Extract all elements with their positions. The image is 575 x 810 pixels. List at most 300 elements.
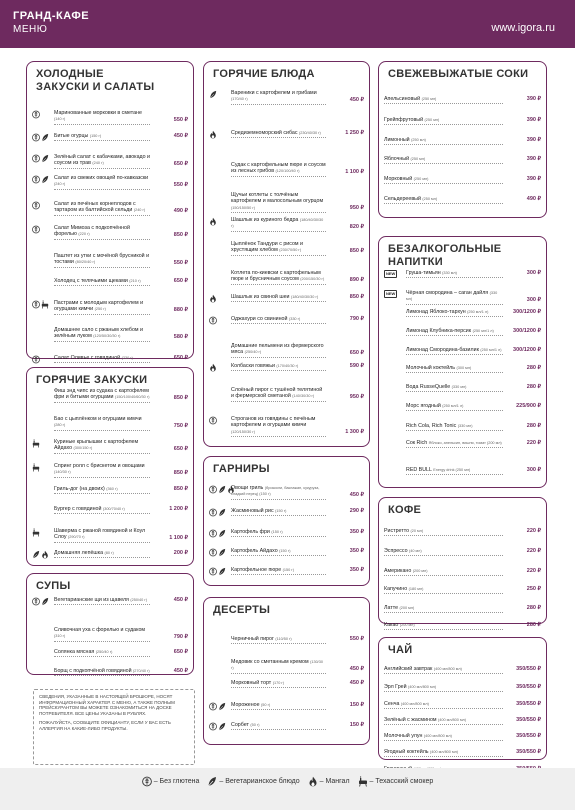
item-size: (120/50/30/30 г) bbox=[93, 334, 121, 339]
item-price: 150 ₽ bbox=[349, 722, 364, 728]
section-title: КОФЕ bbox=[388, 504, 422, 516]
legend-label: – Без глютена bbox=[153, 778, 200, 785]
leader-dots bbox=[406, 277, 503, 278]
legend-item bbox=[142, 776, 200, 787]
item-icons bbox=[209, 217, 229, 226]
item-size: (250 мл/1 л) bbox=[442, 404, 464, 408]
item-icons bbox=[209, 702, 229, 711]
item-name bbox=[54, 388, 150, 401]
section-title: СУПЫ bbox=[36, 580, 71, 592]
leader-dots bbox=[406, 430, 503, 431]
item-price: 300/1200 ₽ bbox=[513, 309, 541, 315]
item-name-text: Картофельное пюре bbox=[231, 567, 283, 573]
item-name bbox=[406, 467, 503, 473]
item-icons bbox=[32, 201, 52, 210]
item-name-text: Строганов из говядины с печёным картофелем и огурцами кимчи bbox=[231, 416, 316, 429]
leader-dots bbox=[54, 542, 150, 543]
leader-dots bbox=[384, 535, 503, 536]
item-icons bbox=[209, 485, 229, 494]
brand-subtitle: МЕНЮ bbox=[13, 24, 48, 35]
leader-dots bbox=[406, 304, 503, 305]
item-size: Energy drink (250 мл) bbox=[433, 468, 471, 472]
item-price: 300/1200 ₽ bbox=[513, 328, 541, 334]
item-size: (250/40 г) bbox=[130, 598, 147, 602]
item-size: (80 г) bbox=[104, 551, 114, 555]
section-title: ГОРЯЧИЕ БЛЮДА bbox=[213, 68, 315, 80]
leader-dots bbox=[406, 372, 503, 373]
item-size: (50 г) bbox=[261, 703, 271, 707]
leader-dots bbox=[231, 436, 326, 437]
item-price: 225/900 ₽ bbox=[516, 403, 541, 409]
item-name bbox=[406, 270, 503, 276]
item-name bbox=[54, 486, 150, 492]
item-name-text: Вегетарианские щи из щавеля bbox=[54, 597, 131, 603]
item-size: (400 мл/800 мл) bbox=[438, 718, 467, 722]
header bbox=[0, 0, 575, 48]
item-name-text: Котлета по-киевски с картофельным пюре и брусничным соусом bbox=[231, 270, 321, 283]
leader-dots bbox=[406, 410, 503, 411]
item-name bbox=[54, 278, 150, 284]
item-name bbox=[54, 506, 150, 512]
item-name bbox=[231, 294, 326, 300]
item-size: (150 г) bbox=[282, 568, 294, 572]
item-price: 450 ₽ bbox=[349, 666, 364, 672]
gluten-free-icon bbox=[32, 201, 40, 210]
item-name bbox=[384, 586, 503, 592]
item-size: (200 мл) bbox=[412, 569, 428, 573]
item-price: 650 ₽ bbox=[173, 278, 188, 284]
item-size: (230 г) bbox=[121, 356, 133, 360]
legend-label: – Техасский смокер bbox=[369, 778, 434, 785]
legend-label: – Мангал bbox=[319, 778, 350, 785]
item-price: 850 ₽ bbox=[173, 470, 188, 476]
item-name-text: Лимонный bbox=[384, 137, 412, 143]
item-size: (300 мл) bbox=[456, 366, 472, 370]
item-icons bbox=[209, 722, 229, 731]
item-price: 220 ₽ bbox=[526, 568, 541, 574]
grill-icon bbox=[308, 776, 318, 787]
leader-dots bbox=[54, 513, 150, 514]
leader-dots bbox=[384, 555, 503, 556]
item-name-text: Медовик со сметанным кремом bbox=[231, 659, 311, 665]
item-name-text: Овощи гриль bbox=[231, 485, 265, 491]
item-name bbox=[384, 137, 503, 143]
item-name-text: Холодец с телячьими щеками bbox=[54, 278, 130, 284]
item-name bbox=[384, 749, 503, 755]
item-price: 150 ₽ bbox=[349, 702, 364, 708]
item-name-text: Шашлык из свиной шеи bbox=[231, 294, 291, 300]
leader-dots bbox=[406, 474, 503, 475]
item-size: (210 г) bbox=[129, 279, 141, 283]
item-icons bbox=[32, 225, 52, 234]
section-hot-dishes bbox=[203, 61, 370, 447]
item-price: 1 300 ₽ bbox=[345, 429, 364, 435]
item-size: (250 мл) bbox=[421, 97, 437, 101]
item-name-text: Какао bbox=[384, 622, 400, 628]
item-size: (120/100/40 г) bbox=[275, 169, 300, 174]
section-soft-drinks bbox=[378, 236, 547, 488]
item-name bbox=[231, 270, 326, 283]
item-size: (150 г) bbox=[275, 509, 287, 513]
item-name bbox=[384, 733, 503, 739]
item-price: 850 ₽ bbox=[349, 248, 364, 254]
grill-icon bbox=[209, 294, 217, 303]
item-price: 650 ₽ bbox=[173, 446, 188, 452]
item-name-text: Спринг ролл с брискетом и овощами bbox=[54, 463, 145, 469]
leaf-icon bbox=[41, 175, 49, 184]
grill-icon bbox=[41, 550, 49, 559]
item-price: 590 ₽ bbox=[349, 363, 364, 369]
item-price: 300 ₽ bbox=[526, 270, 541, 276]
item-icons bbox=[209, 90, 229, 99]
item-size: (330 мл) bbox=[442, 271, 457, 275]
item-price: 280 ₽ bbox=[526, 423, 541, 429]
leader-dots bbox=[54, 453, 150, 454]
smoker-icon bbox=[32, 463, 40, 472]
item-name-text: Картофель Айдахо bbox=[231, 548, 280, 554]
item-name bbox=[54, 355, 150, 361]
item-size: (20 мл) bbox=[410, 529, 424, 533]
leader-dots bbox=[384, 724, 503, 725]
item-price: 850 ₽ bbox=[349, 294, 364, 300]
item-size: (360 г) bbox=[106, 487, 118, 491]
item-name bbox=[231, 680, 326, 686]
item-name bbox=[406, 290, 503, 303]
item-size: (50 г) bbox=[250, 723, 260, 727]
item-size: (230/70/50 г) bbox=[279, 248, 302, 253]
item-price: 1 200 ₽ bbox=[169, 506, 188, 512]
leader-dots bbox=[384, 691, 503, 692]
item-icons bbox=[209, 294, 229, 303]
item-size: (400 мл/800 мл) bbox=[408, 685, 437, 689]
item-price: 490 ₽ bbox=[173, 208, 188, 214]
leader-dots bbox=[54, 168, 150, 169]
item-name-text: Морковный торт bbox=[231, 680, 273, 686]
leaf-icon bbox=[32, 550, 40, 559]
item-name-text: Жасминовый рис bbox=[231, 508, 276, 514]
item-icons bbox=[32, 439, 52, 448]
item-price: 390 ₽ bbox=[526, 176, 541, 182]
item-name-text: Гриль-дог (на двоих) bbox=[54, 486, 107, 492]
leader-dots bbox=[231, 555, 326, 556]
item-price: 850 ₽ bbox=[173, 232, 188, 238]
item-price: 880 ₽ bbox=[173, 307, 188, 313]
item-name-text: Салат Оливье с говядиной bbox=[54, 355, 122, 361]
item-name-text: Мороженое bbox=[231, 702, 262, 708]
item-name-text: Эспрессо bbox=[384, 548, 409, 554]
item-name-text: Сливочная уха с форелью и судаком bbox=[54, 627, 146, 633]
item-size: (280 г) bbox=[54, 423, 66, 428]
item-size: (150/100/40/60/30 г) bbox=[114, 395, 150, 400]
item-price: 950 ₽ bbox=[349, 394, 364, 400]
item-name bbox=[406, 328, 503, 334]
item-name bbox=[231, 636, 326, 642]
item-name-text: Апельсиновый bbox=[384, 96, 422, 102]
section-cold-snacks bbox=[26, 61, 194, 359]
item-size: (250 мл) bbox=[410, 157, 426, 161]
item-price: 390 ₽ bbox=[526, 137, 541, 143]
gluten-free-icon bbox=[209, 508, 217, 517]
item-name bbox=[54, 416, 150, 429]
item-name-text: Паштет из утки с мочёной брусникой и тостами bbox=[54, 253, 150, 266]
leader-dots bbox=[54, 641, 150, 642]
item-size: (220 г) bbox=[78, 232, 90, 237]
leaf-icon bbox=[41, 597, 49, 606]
item-size: (300/150 г) bbox=[73, 446, 93, 451]
item-name bbox=[406, 309, 503, 315]
leader-dots bbox=[54, 189, 150, 190]
item-icons bbox=[32, 528, 52, 537]
leader-dots bbox=[384, 144, 503, 145]
gluten-free-icon bbox=[209, 548, 217, 557]
gluten-free-icon bbox=[32, 133, 40, 142]
item-name bbox=[231, 722, 326, 728]
item-size: (270/40 г) bbox=[133, 669, 150, 673]
item-name bbox=[231, 316, 326, 322]
leader-dots bbox=[54, 604, 150, 605]
item-size: (140/30 г) bbox=[54, 470, 71, 475]
item-price: 350/550 ₽ bbox=[516, 684, 541, 690]
item-icons bbox=[384, 290, 404, 298]
item-size: (200 мл) bbox=[399, 623, 415, 627]
item-size: (240 г) bbox=[54, 182, 66, 187]
new-badge: NEW bbox=[386, 271, 396, 276]
item-name-text: Шаверма с ржаной говядиной и Коул Слоу bbox=[54, 528, 146, 541]
gluten-free-icon bbox=[32, 225, 40, 234]
item-name-text: Лимонад Клубника-персик bbox=[406, 328, 473, 334]
item-icons bbox=[209, 130, 229, 139]
item-size: (180/40/30/30 г) bbox=[290, 295, 319, 299]
item-price: 220 ₽ bbox=[526, 548, 541, 554]
leader-dots bbox=[384, 673, 503, 674]
leader-dots bbox=[231, 643, 326, 644]
item-size: (400 мл/800 мл) bbox=[423, 734, 452, 738]
item-icons bbox=[209, 548, 229, 557]
gluten-free-icon bbox=[209, 416, 217, 425]
item-name-text: Лимонад Яблоко-тархун bbox=[406, 309, 468, 315]
item-price: 890 ₽ bbox=[349, 277, 364, 283]
item-name-text: Rich Cola, Rich Tonic bbox=[406, 423, 458, 429]
item-price: 650 ₽ bbox=[173, 649, 188, 655]
leader-dots bbox=[231, 729, 326, 730]
grill-icon bbox=[209, 363, 217, 372]
gluten-free-icon bbox=[32, 597, 40, 606]
item-icons bbox=[32, 300, 52, 309]
item-size: (250 мл) bbox=[422, 197, 438, 201]
item-icons bbox=[209, 508, 229, 517]
item-name-text: Домашние пельмени из фермерского мяса bbox=[231, 343, 324, 356]
item-price: 220 ₽ bbox=[526, 440, 541, 446]
item-price: 450 ₽ bbox=[349, 492, 364, 498]
item-size: (250/40 г) bbox=[244, 350, 262, 355]
item-size: (330 г) bbox=[288, 317, 301, 321]
item-size: (250 мл/1 л) bbox=[467, 310, 489, 314]
item-price: 650 ₽ bbox=[173, 355, 188, 361]
item-icons bbox=[32, 355, 52, 364]
item-icons bbox=[384, 270, 404, 278]
leader-dots bbox=[384, 183, 503, 184]
item-name bbox=[54, 627, 150, 640]
item-name-text: Домашняя лепёшка bbox=[54, 550, 105, 556]
leader-dots bbox=[231, 104, 326, 105]
item-size: (110/50 г) bbox=[275, 637, 292, 641]
section-title: ГОРЯЧИЕ ЗАКУСКИ bbox=[36, 374, 148, 386]
item-name bbox=[384, 528, 503, 534]
item-name-text: Борщ с подкопчёной говядиной bbox=[54, 668, 134, 674]
item-name-text: Сорбет bbox=[231, 722, 251, 728]
item-name-text: Домашнее сало с ржаным хлебом и зелёным луком bbox=[54, 327, 143, 340]
leader-dots bbox=[231, 574, 326, 575]
leader-dots bbox=[54, 493, 150, 494]
info-note-allergy: ПОЖАЛУЙСТА, СООБЩИТЕ ОФИЦИАНТУ, ЕСЛИ У ВАС ЕСТЬ АЛЛЕРГИЯ НА КАКИЕ-ЛИБО ПРОДУКТЫ. bbox=[39, 720, 171, 731]
leader-dots bbox=[231, 499, 326, 500]
section-juices bbox=[378, 61, 547, 218]
item-name bbox=[54, 110, 150, 123]
item-size: (120/150/30 г) bbox=[231, 429, 255, 434]
item-name-text: RED BULL bbox=[406, 467, 434, 473]
item-name-text: Слоёный пирог с тушёной телятиной и фермерской сметаной bbox=[231, 387, 323, 400]
item-name bbox=[231, 485, 326, 498]
leader-dots bbox=[54, 267, 150, 268]
item-price: 300 ₽ bbox=[526, 297, 541, 303]
item-name-text: Лимонад Смородина-базилик bbox=[406, 347, 481, 353]
item-size: (290/70 г) bbox=[67, 535, 85, 540]
item-name-text: Сок Rich bbox=[406, 440, 429, 446]
item-name bbox=[384, 666, 503, 672]
item-name-text: Куриные крылышки с картофелем Айдахо bbox=[54, 439, 139, 452]
item-name-text: Вареники с картофелем и грибами bbox=[231, 90, 317, 96]
item-price: 820 ₽ bbox=[349, 224, 364, 230]
item-price: 550 ₽ bbox=[173, 182, 188, 188]
item-icons bbox=[32, 154, 52, 163]
item-icons bbox=[209, 363, 229, 372]
item-size: (200 мл) bbox=[399, 606, 415, 610]
item-price: 220 ₽ bbox=[526, 528, 541, 534]
item-price: 650 ₽ bbox=[349, 350, 364, 356]
leaf-icon bbox=[218, 548, 226, 557]
item-name bbox=[231, 162, 326, 175]
leaf-icon bbox=[207, 776, 217, 787]
smoker-icon bbox=[41, 300, 49, 309]
item-name bbox=[231, 192, 326, 211]
item-size: (40 мл) bbox=[409, 549, 422, 553]
section-title: БЕЗАЛКОГОЛЬНЫЕ НАПИТКИ bbox=[388, 243, 502, 268]
gluten-free-icon bbox=[32, 110, 40, 119]
leader-dots bbox=[231, 370, 326, 371]
item-price: 350/550 ₽ bbox=[516, 666, 541, 672]
item-name bbox=[384, 568, 503, 574]
item-name-text: Ристретто bbox=[384, 528, 411, 534]
leaf-icon bbox=[218, 567, 226, 576]
leader-dots bbox=[231, 212, 326, 213]
item-size: (400 мл/800 мл) bbox=[400, 702, 429, 706]
leader-dots bbox=[54, 285, 150, 286]
leader-dots bbox=[54, 477, 150, 478]
item-name bbox=[54, 133, 150, 139]
item-name bbox=[54, 550, 150, 556]
item-price: 390 ₽ bbox=[526, 96, 541, 102]
item-name-text: Бао с цыплёнком и огурцами кимчи bbox=[54, 416, 142, 422]
item-name bbox=[384, 156, 503, 162]
leaf-icon bbox=[209, 90, 217, 99]
item-name bbox=[231, 241, 326, 254]
item-name bbox=[231, 702, 326, 708]
item-name-text: Маринованные морковки в сметане bbox=[54, 110, 142, 116]
leader-dots bbox=[384, 163, 503, 164]
item-price: 350 ₽ bbox=[349, 548, 364, 554]
item-size: (400 мл/800 мл) bbox=[433, 667, 462, 671]
item-name bbox=[384, 117, 503, 123]
item-price: 850 ₽ bbox=[173, 395, 188, 401]
item-name bbox=[54, 649, 150, 655]
item-size: (250 мл/1 л) bbox=[480, 348, 502, 352]
leader-dots bbox=[54, 675, 150, 676]
item-price: 350/550 ₽ bbox=[516, 733, 541, 739]
grill-icon bbox=[209, 217, 217, 226]
item-icons bbox=[32, 550, 52, 559]
item-icons bbox=[209, 529, 229, 538]
item-name-text: Молочный улун bbox=[384, 733, 424, 739]
item-icons bbox=[32, 110, 52, 119]
leader-dots bbox=[384, 124, 503, 125]
info-note bbox=[33, 689, 195, 765]
item-icons bbox=[32, 597, 52, 606]
item-name-text: Фиш энд чипс из судака с картофелем фри и битыми огурцами bbox=[54, 388, 149, 401]
leader-dots bbox=[406, 447, 503, 448]
item-name-text: Вода RusseQuelle bbox=[406, 384, 452, 390]
item-name bbox=[231, 90, 326, 103]
item-price: 280 ₽ bbox=[526, 365, 541, 371]
section-title: ХОЛОДНЫЕ ЗАКУСКИ И САЛАТЫ bbox=[36, 68, 155, 93]
item-price: 550 ₽ bbox=[173, 117, 188, 123]
item-name-text: Судак с картофельным пюре и соусом из лесных грибов bbox=[231, 162, 326, 175]
item-price: 350 ₽ bbox=[349, 529, 364, 535]
section-soups bbox=[26, 573, 194, 675]
item-name bbox=[54, 201, 150, 214]
item-price: 790 ₽ bbox=[349, 316, 364, 322]
item-name-text: Щучьи котлеты с толчёным картофелем и малосольным огурцом bbox=[231, 192, 324, 205]
item-price: 300/1200 ₽ bbox=[513, 347, 541, 353]
item-name-text: Зелёный с жасмином bbox=[384, 717, 439, 723]
section-title: ЧАЙ bbox=[388, 644, 413, 656]
item-name-text: Салат из печёных корнеплодов с тартаром из балтийской сельди bbox=[54, 201, 136, 214]
item-icons bbox=[32, 175, 52, 184]
item-name-text: Груша-тимьян bbox=[406, 270, 443, 276]
item-name-text: Яблочный bbox=[384, 156, 411, 162]
leader-dots bbox=[231, 687, 326, 688]
item-size: (240 г) bbox=[92, 161, 104, 166]
item-price: 350/550 ₽ bbox=[516, 717, 541, 723]
gluten-free-icon bbox=[209, 485, 217, 494]
site-url[interactable]: www.igora.ru bbox=[491, 22, 555, 34]
leaf-icon bbox=[218, 508, 226, 517]
section-title: СВЕЖЕВЫЖАТЫЕ СОКИ bbox=[388, 68, 529, 80]
leader-dots bbox=[406, 391, 503, 392]
leader-dots bbox=[54, 656, 150, 657]
gluten-free-icon bbox=[32, 175, 40, 184]
item-size: (230/40/30 г) bbox=[298, 131, 321, 135]
leader-dots bbox=[54, 215, 150, 216]
leader-dots bbox=[384, 575, 503, 576]
legend-item bbox=[207, 776, 299, 787]
item-name bbox=[384, 96, 503, 102]
item-price: 650 ₽ bbox=[173, 161, 188, 167]
item-name bbox=[231, 130, 326, 136]
leader-dots bbox=[54, 124, 150, 125]
item-size: (150 г) bbox=[271, 530, 283, 534]
item-name bbox=[406, 384, 503, 390]
item-name-text: Битые огурцы bbox=[54, 133, 90, 139]
